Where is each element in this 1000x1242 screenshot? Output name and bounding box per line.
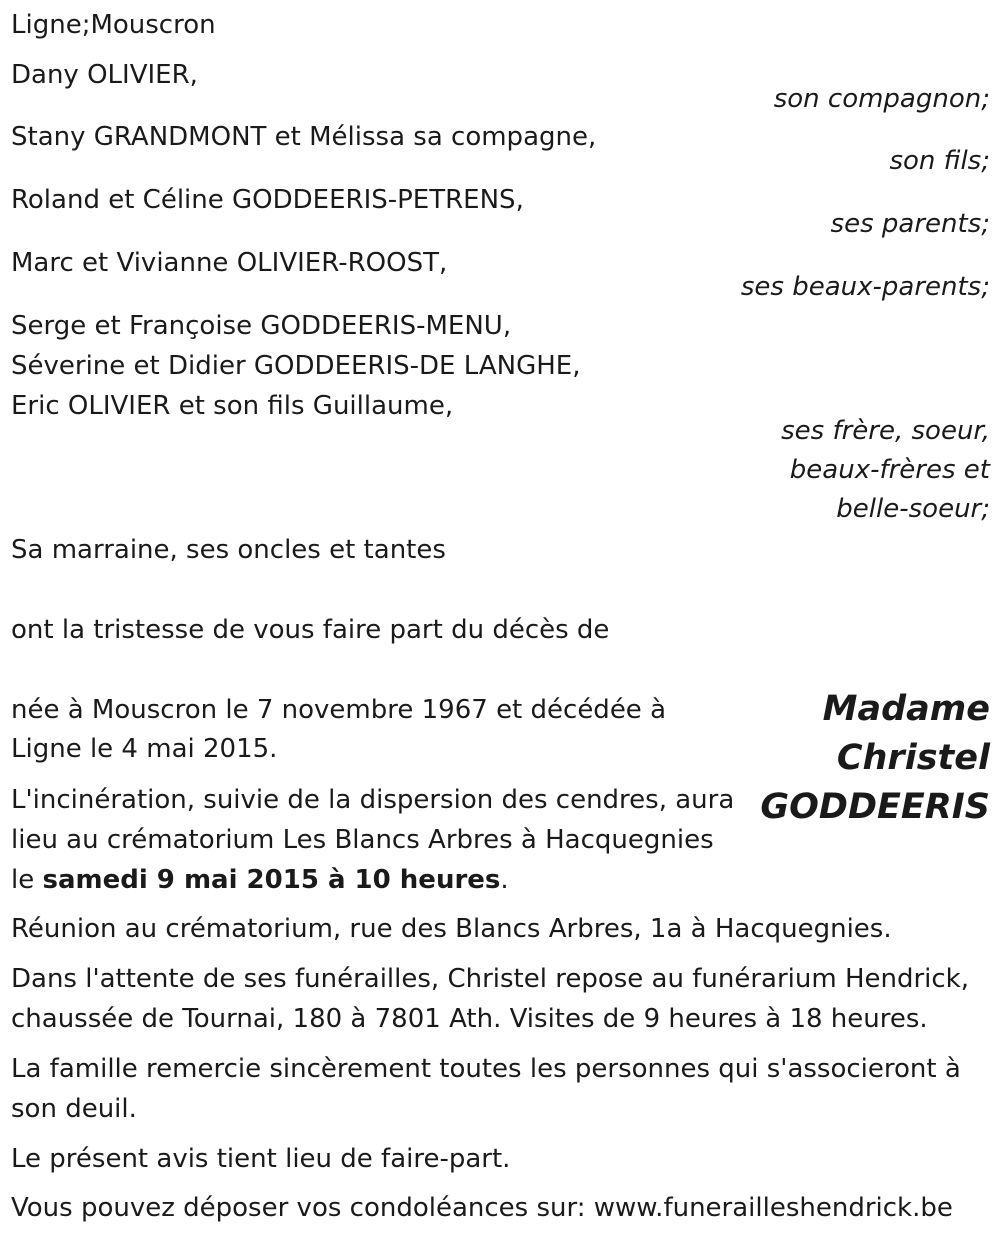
family-siblings-name-2: Séverine et Didier GODDEERIS-DE LANGHE, bbox=[11, 351, 581, 381]
birth-death-line-1: née à Mouscron le 7 novembre 1967 et décédée à bbox=[11, 695, 667, 725]
meeting-info: Réunion au crématorium, rue des Blancs Arbres, 1a à Hacquegnies. bbox=[11, 914, 892, 944]
location-line: Ligne;Mouscron bbox=[11, 10, 216, 40]
family-siblings-name-3: Eric OLIVIER et son fils Guillaume, bbox=[11, 391, 454, 421]
thanks-line-2: son deuil. bbox=[11, 1094, 137, 1124]
birth-death-line-2: Ligne le 4 mai 2015. bbox=[11, 734, 278, 764]
family-inlaws-names: Marc et Vivianne OLIVIER-ROOST, bbox=[11, 248, 448, 278]
family-companion-names: Dany OLIVIER, bbox=[11, 60, 198, 90]
cremation-date: samedi 9 mai 2015 à 10 heures bbox=[42, 865, 501, 895]
deceased-title: Madame bbox=[822, 689, 990, 729]
condolences-line: Vous pouvez déposer vos condoléances sur: www.funerailleshendrick.be bbox=[11, 1193, 953, 1223]
notice: Le présent avis tient lieu de faire-part. bbox=[11, 1144, 511, 1174]
family-siblings-relation-2: beaux-frères et bbox=[789, 455, 990, 485]
rest-line-2: chaussée de Tournai, 180 à 7801 Ath. Visites de 9 heures à 18 heures. bbox=[11, 1004, 928, 1034]
family-parents-names: Roland et Céline GODDEERIS-PETRENS, bbox=[11, 185, 524, 215]
family-parents-relation: ses parents; bbox=[830, 209, 990, 239]
family-siblings-name-1: Serge et Françoise GODDEERIS-MENU, bbox=[11, 311, 512, 341]
cremation-date-suffix: . bbox=[500, 865, 509, 895]
extended-family: Sa marraine, ses oncles et tantes bbox=[11, 535, 446, 565]
announcement: ont la tristesse de vous faire part du décès de bbox=[11, 615, 610, 645]
thanks-line-1: La famille remercie sincèrement toutes les personnes qui s'associeront à bbox=[11, 1054, 961, 1084]
cremation-line-3 bbox=[11, 867, 509, 893]
deceased-last-name: GODDEERIS bbox=[760, 787, 990, 827]
family-inlaws-relation: ses beaux-parents; bbox=[740, 272, 990, 302]
cremation-line-1: L'incinération, suivie de la dispersion des cendres, aura bbox=[11, 785, 735, 815]
family-siblings-relation-3: belle-soeur; bbox=[836, 494, 990, 524]
family-son-names: Stany GRANDMONT et Mélissa sa compagne, bbox=[11, 122, 597, 152]
family-companion-relation: son compagnon; bbox=[773, 84, 990, 114]
deceased-first-name: Christel bbox=[836, 738, 990, 778]
cremation-date-prefix: le bbox=[11, 865, 43, 895]
rest-line-1: Dans l'attente de ses funérailles, Christel repose au funérarium Hendrick, bbox=[11, 964, 970, 994]
cremation-line-2: lieu au crématorium Les Blancs Arbres à Hacquegnies bbox=[11, 825, 714, 855]
family-siblings-relation-1: ses frère, soeur, bbox=[781, 416, 990, 446]
family-son-relation: son fils; bbox=[889, 146, 990, 176]
